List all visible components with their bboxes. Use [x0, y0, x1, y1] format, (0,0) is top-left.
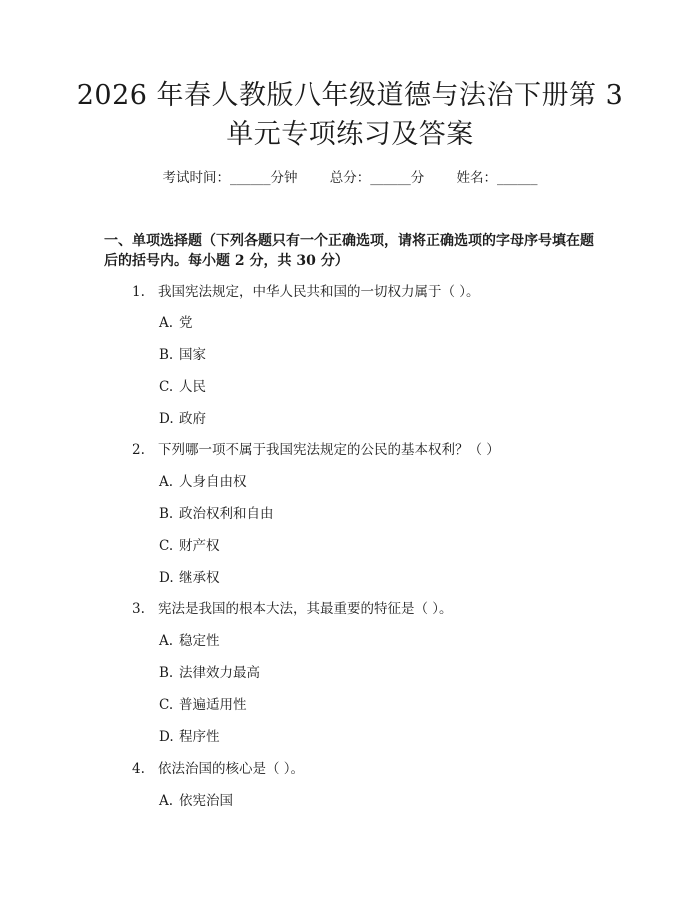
- question-number: 2.: [132, 442, 145, 458]
- option-letter: A.: [159, 793, 174, 809]
- option-text: 继承权: [179, 570, 220, 586]
- question-number: 4.: [132, 761, 145, 777]
- option-letter: A.: [159, 633, 174, 649]
- option-letter: D.: [159, 570, 174, 586]
- question-2-option-c: [159, 537, 220, 555]
- option-letter: C.: [159, 538, 174, 554]
- option-text: 稳定性: [179, 633, 220, 649]
- question-text: 我国宪法规定，中华人民共和国的一切权力属于（ ）。: [158, 284, 480, 300]
- question-2-option-a: [159, 473, 247, 491]
- question-1-option-b: [159, 346, 206, 364]
- document-title: [60, 76, 640, 154]
- exam-info: [0, 169, 700, 187]
- question-2-option-d: [159, 569, 220, 587]
- option-letter: A.: [159, 474, 174, 490]
- option-text: 国家: [179, 347, 206, 363]
- question-number: 1.: [132, 284, 145, 300]
- question-text: 下列哪一项不属于我国宪法规定的公民的基本权利？（ ）: [158, 442, 500, 458]
- option-letter: C.: [159, 697, 174, 713]
- question-3-option-c: [159, 696, 247, 714]
- option-letter: B.: [159, 506, 174, 522]
- question-1-option-a: [159, 314, 193, 332]
- exam-score: 总分：______分: [329, 170, 425, 186]
- question-1-option-d: [159, 410, 206, 428]
- option-text: 财产权: [179, 538, 220, 554]
- question-text: 宪法是我国的根本大法，其最重要的特征是（ ）。: [158, 601, 453, 617]
- option-text: 普遍适用性: [179, 697, 247, 713]
- option-text: 法律效力最高: [179, 665, 260, 681]
- title-line-1: 2026 年春人教版八年级道德与法治下册第 3: [76, 80, 624, 111]
- question-text: 依法治国的核心是（ ）。: [158, 761, 305, 777]
- question-3-option-b: [159, 664, 260, 682]
- title-line-2: 单元专项练习及答案: [226, 119, 474, 150]
- option-text: 程序性: [179, 729, 220, 745]
- option-text: 人身自由权: [179, 474, 247, 490]
- question-3: [132, 600, 453, 618]
- option-text: 党: [179, 315, 193, 331]
- question-1: [132, 283, 480, 301]
- question-1-option-c: [159, 378, 206, 396]
- option-text: 政府: [179, 411, 206, 427]
- question-3-option-d: [159, 728, 220, 746]
- option-letter: B.: [159, 347, 174, 363]
- option-letter: D.: [159, 411, 174, 427]
- option-letter: D.: [159, 729, 174, 745]
- option-letter: C.: [159, 379, 174, 395]
- option-letter: B.: [159, 665, 174, 681]
- question-2: [132, 441, 500, 459]
- question-3-option-a: [159, 632, 220, 650]
- student-name: 姓名：______: [456, 170, 538, 186]
- option-text: 依宪治国: [179, 793, 233, 809]
- option-letter: A.: [159, 315, 174, 331]
- section-heading: 一、单项选择题（下列各题只有一个正确选项，请将正确选项的字母序号填在题后的括号内。每小题 2 分，共 30 分）: [104, 233, 594, 269]
- exam-time: 考试时间：______分钟: [162, 170, 298, 186]
- question-number: 3.: [132, 601, 145, 617]
- option-text: 人民: [179, 379, 206, 395]
- option-text: 政治权利和自由: [179, 506, 274, 522]
- question-2-option-b: [159, 505, 274, 523]
- question-4-option-a: [159, 792, 233, 810]
- question-4: [132, 760, 304, 778]
